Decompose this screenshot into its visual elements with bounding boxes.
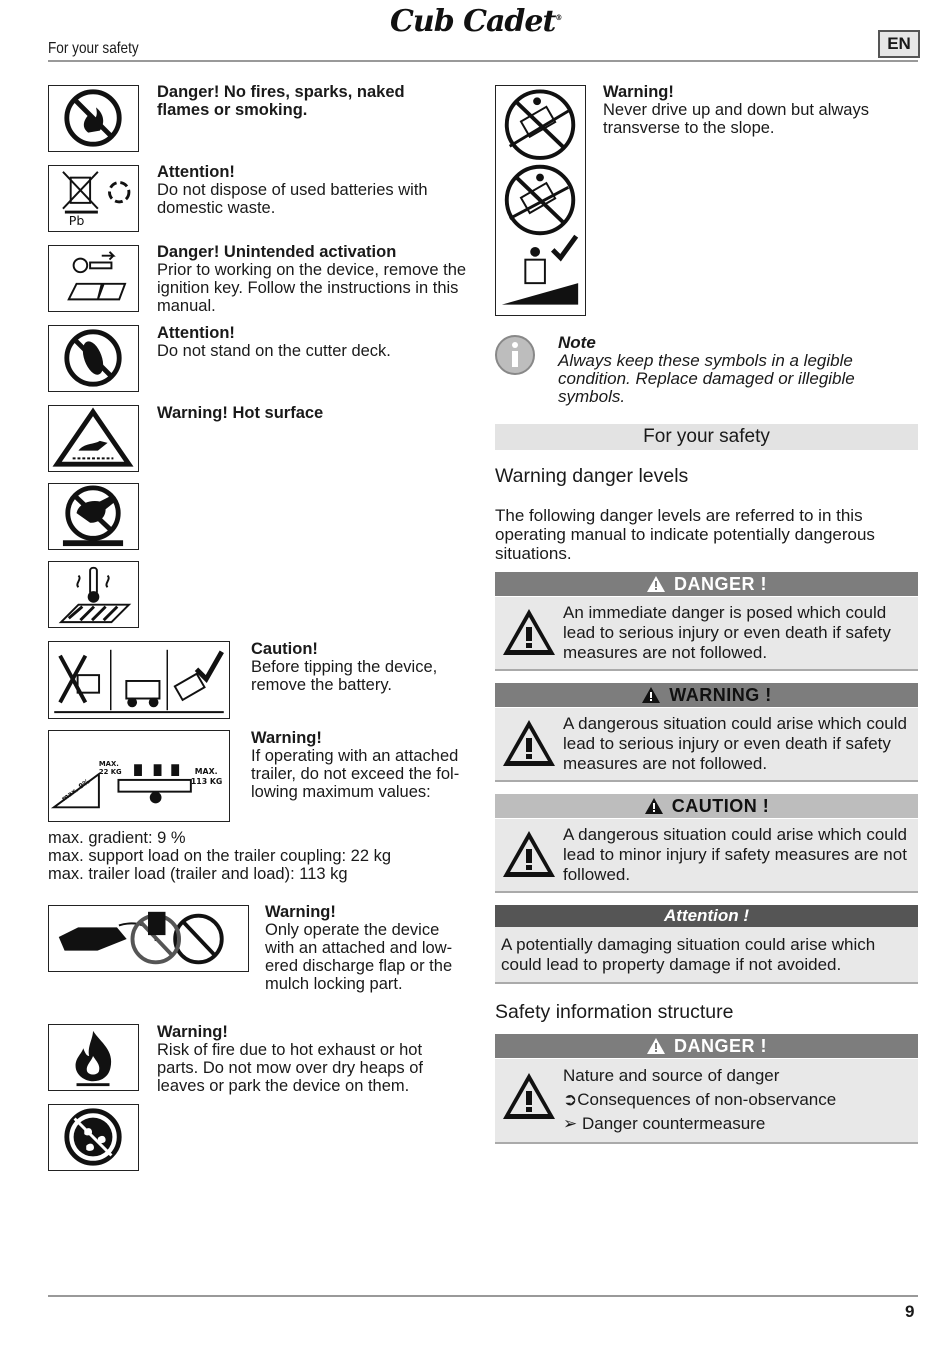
danger-label: DANGER ! xyxy=(674,574,767,594)
no-standing-icon xyxy=(48,325,139,392)
warning-triangle-icon xyxy=(646,1037,666,1055)
s9-body: Risk of fire due to hot exhaust or hot parts. Do not mow over dry heaps of leaves or park the device on them. xyxy=(157,1041,423,1095)
note-text xyxy=(558,334,898,406)
s4-text xyxy=(157,324,457,360)
pb-label: Pb xyxy=(68,213,85,229)
info-icon xyxy=(494,334,536,376)
attention-text: A potentially damaging situation could arise which could lead to property damage if not avoided. xyxy=(501,935,876,974)
warning-triangle-icon xyxy=(501,718,557,768)
warning-label: WARNING ! xyxy=(669,685,772,705)
caution-header xyxy=(495,794,918,818)
warning-body xyxy=(495,708,918,782)
structure-label: DANGER ! xyxy=(674,1036,767,1056)
warning-text: A dangerous situation could arise which could lead to serious injury or even death if safety measures are not followed. xyxy=(563,714,907,773)
note-body: Always keep these symbols in a legible condition. Replace damaged or illegible symbols. xyxy=(558,351,855,406)
warning-header xyxy=(495,683,918,707)
limit-trailer-load: max. trailer load (trailer and load): 113 kg xyxy=(48,865,348,883)
limit-gradient: max. gradient: 9 % xyxy=(48,829,186,847)
s3-title: Danger! Unintended activation xyxy=(157,243,397,261)
trailer-grad-label: max. 9% xyxy=(60,777,92,804)
trailer-limits-icon xyxy=(48,730,230,822)
structure-body xyxy=(495,1059,918,1144)
header-rule xyxy=(48,60,918,62)
s9-title: Warning! xyxy=(157,1023,228,1041)
s3-text xyxy=(157,243,469,315)
danger-body xyxy=(495,597,918,671)
trailer-max1-label: MAX. xyxy=(98,760,119,769)
structure-line-consequences: ➲Consequences of non-observance xyxy=(563,1090,837,1109)
s7-title: Warning! xyxy=(251,729,322,747)
danger-text: An immediate danger is posed which could lead to serious injury or even death if safety measures are not followed. xyxy=(563,603,891,662)
warning-triangle-icon xyxy=(501,1071,557,1121)
s3-body: Prior to working on the device, remove the ignition key. Follow the instructions in this manual. xyxy=(157,261,467,315)
page-number: 9 xyxy=(905,1302,915,1321)
structure-header xyxy=(495,1034,918,1058)
attention-header: Attention ! xyxy=(495,905,918,927)
note-title: Note xyxy=(558,333,596,352)
s1-title: Danger! No fires, sparks, naked flames or smoking. xyxy=(157,83,405,119)
structure-lines xyxy=(563,1064,912,1136)
hot-surface-warning-icon xyxy=(48,405,139,472)
arrow-right-icon: ➲ xyxy=(563,1090,578,1109)
trailer-limits-list xyxy=(48,829,468,883)
s9-text xyxy=(157,1023,457,1095)
chevron-right-icon: ➢ xyxy=(563,1114,582,1133)
structure-heading: Safety information structure xyxy=(495,1001,734,1023)
levels-intro: The following danger levels are referred to in this operating manual to indicate potentially dangerous situations. xyxy=(495,506,875,563)
footer-rule xyxy=(48,1295,918,1297)
s2-title: Attention! xyxy=(157,163,235,181)
s8-title: Warning! xyxy=(265,903,336,921)
temperature-surface-icon xyxy=(48,561,139,628)
s7-text xyxy=(251,729,471,801)
caution-body xyxy=(495,819,918,893)
s8-body: Only operate the device with an attached and low-ered discharge flap or the mulch locking part. xyxy=(265,921,453,993)
limit-support-load: max. support load on the trailer coupling: 22 kg xyxy=(48,847,392,865)
s2-text xyxy=(157,163,457,217)
s7-body: If operating with an attached trailer, do not exceed the fol-lowing maximum values: xyxy=(251,747,460,801)
warning-triangle-icon xyxy=(644,797,664,815)
levels-heading: Warning danger levels xyxy=(495,465,689,487)
structure-line-countermeasure: ➢ Danger countermeasure xyxy=(563,1114,766,1133)
structure-line-nature: Nature and source of danger xyxy=(563,1066,780,1085)
s8-text xyxy=(265,903,465,993)
discharge-flap-icon xyxy=(48,905,249,972)
caution-text: A dangerous situation could arise which could lead to minor injury if safety measures are not followed. xyxy=(563,825,907,884)
warning-triangle-icon xyxy=(501,607,557,657)
battery-disposal-icon xyxy=(48,165,139,232)
tipping-device-icon xyxy=(48,641,230,719)
remove-key-icon xyxy=(48,245,139,312)
trailer-max2-label: MAX. xyxy=(194,767,218,777)
no-touch-hot-icon xyxy=(48,483,139,550)
slope-body: Never drive up and down but always transverse to the slope. xyxy=(603,101,869,137)
s5-title: Warning! Hot surface xyxy=(157,404,324,422)
fire-flame-icon xyxy=(48,1024,139,1091)
s6-text xyxy=(251,640,461,694)
language-badge: EN xyxy=(878,30,920,58)
attention-body xyxy=(495,927,918,984)
no-leaves-icon xyxy=(48,1104,139,1171)
header-title: For your safety xyxy=(48,40,139,57)
section-title: For your safety xyxy=(495,424,918,450)
trailer-max1-value: 22 KG xyxy=(98,768,122,777)
brand-logo: Cub Cadet® xyxy=(390,4,562,39)
s6-title: Caution! xyxy=(251,640,318,658)
s2-body: Do not dispose of used batteries with domestic waste. xyxy=(157,181,428,217)
slope-direction-icon xyxy=(495,85,586,316)
no-fire-icon xyxy=(48,85,139,152)
warning-triangle-icon xyxy=(501,829,557,879)
slope-title: Warning! xyxy=(603,83,674,101)
danger-header xyxy=(495,572,918,596)
s4-title: Attention! xyxy=(157,324,235,342)
warning-triangle-icon xyxy=(646,575,666,593)
s6-body: Before tipping the device, remove the battery. xyxy=(251,658,438,694)
trailer-max2-value: 113 KG xyxy=(190,776,223,786)
caution-label: CAUTION ! xyxy=(671,796,770,816)
s4-body: Do not stand on the cutter deck. xyxy=(157,342,391,360)
warning-triangle-icon xyxy=(641,686,661,704)
slope-text xyxy=(603,83,903,137)
